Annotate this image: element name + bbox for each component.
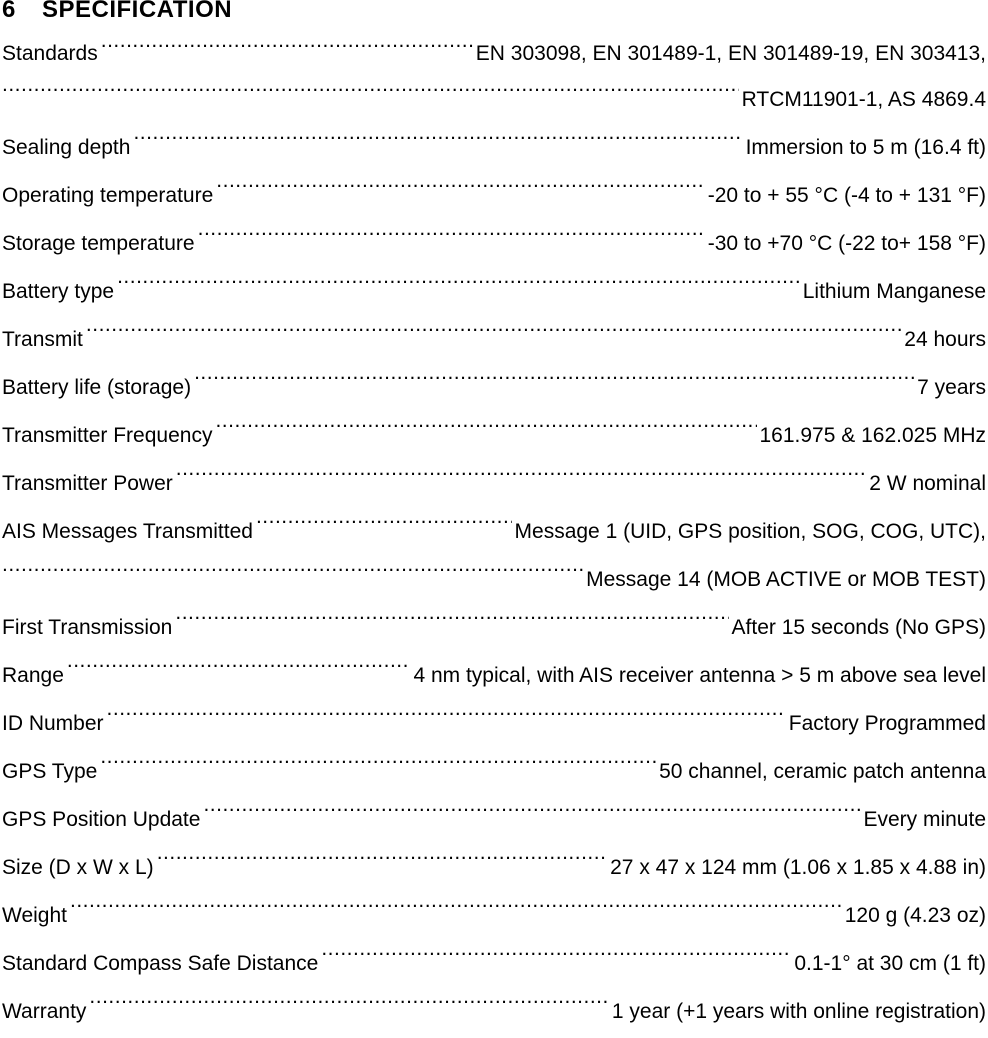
dot-leader: [117, 277, 800, 298]
spec-label: Storage temperature: [2, 232, 195, 255]
dot-leader: [133, 133, 742, 154]
dot-leader: [89, 997, 609, 1018]
spec-label: Size (D x W x L): [2, 856, 154, 879]
spec-label: GPS Type: [2, 760, 98, 783]
spec-value: 120 g (4.23 oz): [844, 904, 986, 927]
spec-value: After 15 seconds (No GPS): [731, 616, 986, 639]
dot-leader: [2, 85, 739, 106]
spec-row: [2, 268, 986, 316]
spec-row: [2, 556, 986, 604]
spec-value: Factory Programmed: [788, 712, 986, 735]
spec-row: [2, 988, 986, 1036]
spec-label: Warranty: [2, 1000, 87, 1023]
spec-value: Every minute: [863, 808, 986, 831]
spec-label: Transmit: [2, 328, 83, 351]
spec-row: [2, 796, 986, 844]
spec-value: -30 to +70 °C (-22 to+ 158 °F): [707, 232, 986, 255]
dot-leader: [70, 901, 842, 922]
spec-value: 161.975 & 162.025 MHz: [759, 424, 986, 447]
spec-row: [2, 748, 986, 796]
dot-leader: [100, 757, 656, 778]
spec-value: 50 channel, ceramic patch antenna: [659, 760, 986, 783]
spec-row: [2, 124, 986, 172]
section-title: SPECIFICATION: [42, 0, 233, 23]
spec-label: Weight: [2, 904, 67, 927]
spec-row: [2, 220, 986, 268]
spec-row: [2, 412, 986, 460]
dot-leader: [203, 805, 860, 826]
spec-label: ID Number: [2, 712, 104, 735]
spec-value: 24 hours: [904, 328, 986, 351]
spec-row: [2, 844, 986, 892]
spec-label: Transmitter Power: [2, 472, 173, 495]
dot-leader: [101, 39, 473, 60]
dot-leader: [86, 325, 901, 346]
spec-label: Standards: [2, 42, 98, 65]
dot-leader: [2, 565, 583, 586]
spec-label: Battery type: [2, 280, 115, 303]
spec-value: 0.1-1° at 30 cm (1 ft): [794, 952, 986, 975]
dot-leader: [107, 709, 786, 730]
spec-value: Message 14 (MOB ACTIVE or MOB TEST): [586, 568, 986, 591]
spec-value: RTCM11901-1, AS 4869.4: [741, 88, 986, 111]
section-number: 6: [2, 0, 16, 23]
spec-value: 27 x 47 x 124 mm (1.06 x 1.85 x 4.88 in): [610, 856, 986, 879]
spec-label: Standard Compass Safe Distance: [2, 952, 319, 975]
spec-value: 4 nm typical, with AIS receiver antenna > 5 m above sea level: [413, 664, 986, 687]
dot-leader: [198, 229, 705, 250]
dot-leader: [67, 661, 411, 682]
spec-row: [2, 32, 986, 76]
spec-value: Message 1 (UID, GPS position, SOG, COG, UTC),: [514, 520, 986, 543]
section-heading: [2, 0, 986, 22]
spec-value: 1 year (+1 years with online registration): [611, 1000, 986, 1023]
dot-leader: [321, 949, 791, 970]
spec-value: 2 W nominal: [869, 472, 986, 495]
spec-label: Range: [2, 664, 64, 687]
spec-value: Lithium Manganese: [802, 280, 986, 303]
spec-value: -20 to + 55 °C (-4 to + 131 °F): [707, 184, 986, 207]
spec-row: [2, 652, 986, 700]
dot-leader: [194, 373, 914, 394]
spec-row: [2, 508, 986, 556]
spec-row: [2, 700, 986, 748]
spec-label: Sealing depth: [2, 136, 131, 159]
spec-label: First Transmission: [2, 616, 173, 639]
dot-leader: [157, 853, 607, 874]
spec-label: Transmitter Frequency: [2, 424, 213, 447]
spec-row: [2, 172, 986, 220]
spec-value: 7 years: [917, 376, 986, 399]
spec-label: Operating temperature: [2, 184, 214, 207]
dot-leader: [175, 613, 728, 634]
dot-leader: [216, 181, 704, 202]
spec-row: [2, 940, 986, 988]
spec-label: AIS Messages Transmitted: [2, 520, 253, 543]
spec-row: [2, 460, 986, 508]
spec-row: [2, 364, 986, 412]
spec-row: [2, 892, 986, 940]
spec-value: Immersion to 5 m (16.4 ft): [745, 136, 986, 159]
spec-row: [2, 316, 986, 364]
spec-label: GPS Position Update: [2, 808, 201, 831]
spec-label: Battery life (storage): [2, 376, 192, 399]
dot-leader: [256, 517, 512, 538]
spec-value: EN 303098, EN 301489-1, EN 301489-19, EN 303413,: [475, 42, 986, 65]
dot-leader: [215, 421, 756, 442]
dot-leader: [176, 469, 867, 490]
spec-row: [2, 76, 986, 124]
spec-row: [2, 604, 986, 652]
spec-table: [2, 32, 986, 1036]
